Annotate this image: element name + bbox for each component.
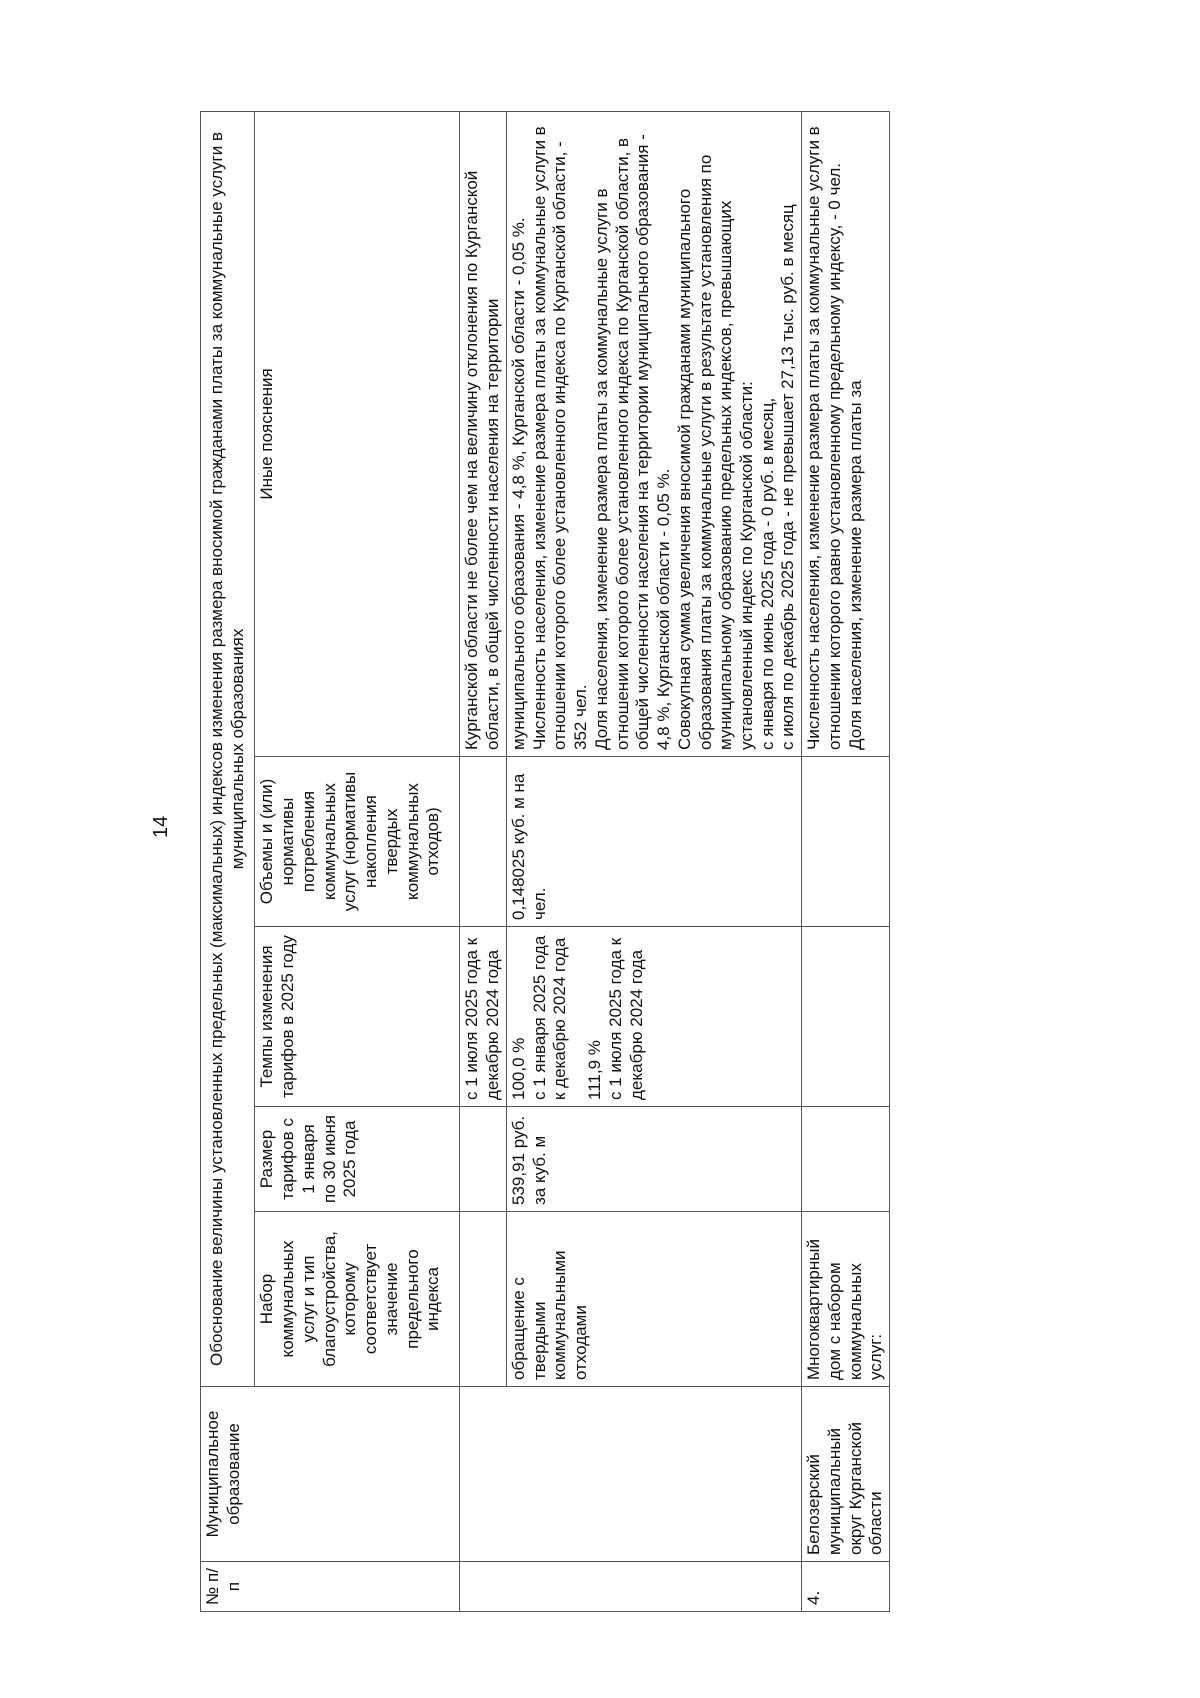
cell-set-4: Многоквартирный дом с набором коммунальных услуг:	[802, 1212, 890, 1387]
cell-volume-waste: 0,148025 куб. м на чел.	[506, 757, 801, 927]
cell-tariff-empty	[460, 1107, 506, 1212]
cell-mo-4: Белозерский муниципальный округ Курганской области	[802, 1387, 890, 1562]
notes-line: с января по июнь 2025 года - 0 руб. в месяц,	[757, 397, 777, 750]
notes-line: Доля населения, изменение размера платы за	[845, 380, 865, 750]
rate-period-1: с 1 января 2025 года к декабрю 2024 года	[529, 935, 570, 1100]
cell-rate-waste	[506, 927, 801, 1107]
cell-mo-empty	[460, 1387, 802, 1562]
table-title: Обоснование величины установленных предельных (максимальных) индексов изменения размера вносимой гражданами платы за коммунальные услуги в муниципальных образованиях	[201, 111, 255, 1386]
cell-notes-continuation: Курганской области не более чем на величину отклонения по Курганской области, в общей численности населения на территории	[460, 111, 506, 756]
col-notes-header: Иные пояснения	[255, 111, 460, 756]
cell-volume-4	[802, 757, 890, 927]
cell-num-4: 4.	[802, 1562, 890, 1612]
table-row	[506, 111, 801, 1611]
page-number: 14	[150, 815, 172, 838]
cell-set-waste: обращение с твердыми коммунальными отходами	[506, 1212, 801, 1387]
header-row-title	[201, 111, 255, 1611]
col-mo-header: Муниципальное образование	[201, 1387, 460, 1562]
cell-rate-continuation: с 1 июля 2025 года к декабрю 2024 года	[460, 927, 506, 1107]
notes-line: с июля по декабрь 2025 года - не превышает 27,13 тыс. руб. в месяц	[778, 204, 798, 750]
rate-value-1: 100,0 %	[508, 1037, 528, 1100]
cell-tariff-4	[802, 1107, 890, 1212]
rate-period-2: с 1 июля 2025 года к декабрю 2024 года	[605, 937, 646, 1100]
notes-line: Численность населения, изменение размера платы за коммунальные услуги в отношении которого равно установленному предельному индексу, - 0 чел.	[804, 126, 844, 750]
header-row-columns	[255, 111, 460, 1611]
notes-line: Совокупная сумма увеличения вносимой гражданами муниципального образования платы за коммунальные услуги в результате установления по муниципальному образованию предельных индексов, превышающих установленный индекс по Курганской области:	[674, 154, 757, 750]
cell-tariff-waste: 539,91 руб. за куб. м	[506, 1107, 801, 1212]
col-rate-header: Темпы изменения тарифов в 2025 году	[255, 927, 460, 1107]
justification-table	[200, 111, 890, 1612]
notes-line: муниципального образования - 4,8 %, Курганской области - 0,05 %.	[508, 217, 528, 750]
cell-volume-empty	[460, 757, 506, 927]
notes-line: Доля населения, изменение размера платы за коммунальные услуги в отношении которого более установленного индекса по Курганской области, в общей численности населения на территории муниципального образования - 4,8 %, Курганской области - 0,05 %.	[591, 134, 674, 750]
rotated-table-sheet	[200, 112, 1130, 1612]
col-num-header: № п/п	[201, 1562, 460, 1612]
cell-rate-4	[802, 927, 890, 1107]
table-row	[802, 111, 890, 1611]
cell-notes-waste	[506, 111, 801, 756]
notes-line: Численность населения, изменение размера платы за коммунальные услуги в отношении которого более установленного индекса по Курганской области, - 352 чел.	[529, 126, 591, 750]
col-set-header: Набор коммунальных услуг и тип благоустройства, которому соответствует значение предельного индекса	[255, 1212, 460, 1387]
cell-num-empty	[460, 1562, 802, 1612]
cell-notes-4	[802, 111, 890, 756]
col-volume-header: Объемы и (или) нормативы потребления коммунальных услуг (нормативы накопления твердых коммунальных отходов)	[255, 757, 460, 927]
col-tariff-header: Размер тарифов с 1 января по 30 июня 2025 года	[255, 1107, 460, 1212]
rate-value-2: 111,9 %	[585, 1040, 605, 1100]
cell-set-empty	[460, 1212, 506, 1387]
table-row	[460, 111, 506, 1611]
